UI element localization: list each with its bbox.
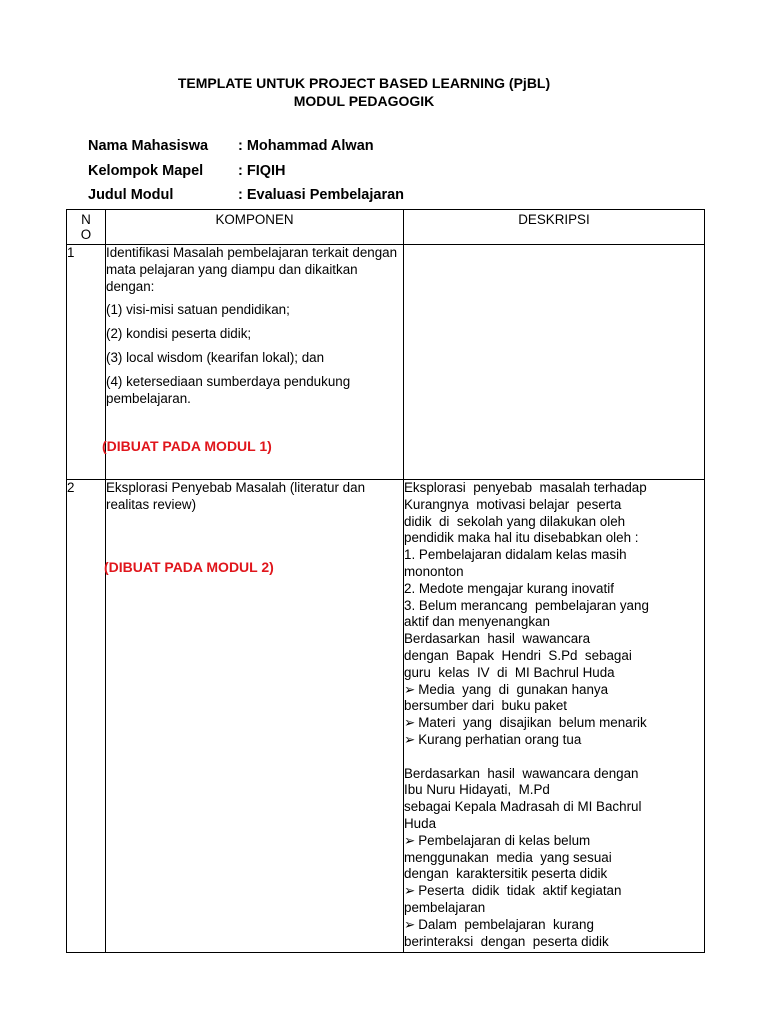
- table-row: [67, 480, 705, 953]
- description-line: Kurangnya motivasi belajar peserta: [404, 496, 622, 512]
- description-line: dengan karaktersitik peserta didik: [404, 866, 608, 882]
- description-line: menggunakan media yang sesuai: [404, 849, 612, 865]
- description-line: mononton: [404, 563, 464, 579]
- description-bullet: ➢ Pembelajaran di kelas belum: [404, 833, 704, 850]
- pjbl-table: [66, 209, 705, 953]
- description-line: Eksplorasi penyebab masalah terhadap: [404, 480, 647, 495]
- description-line: pembelajaran: [404, 899, 486, 915]
- document-title: TEMPLATE UNTUK PROJECT BASED LEARNING (PjBL): [177, 75, 551, 91]
- component-point: (2) kondisi peserta didik;: [106, 326, 252, 342]
- component-cell: [102, 245, 404, 480]
- description-bullet: ➢ Kurang perhatian orang tua: [404, 732, 704, 749]
- header-description: DESKRIPSI: [404, 210, 705, 245]
- subject-group-value: : FIQIH: [238, 163, 286, 179]
- student-name-label: Nama Mahasiswa: [88, 138, 209, 154]
- table-row: [67, 245, 705, 480]
- description-line: Huda: [404, 815, 437, 831]
- subject-group-row: [88, 163, 286, 179]
- description-cell: [404, 245, 705, 480]
- description-line: Berdasarkan hasil wawancara dengan: [404, 765, 639, 781]
- header-component: KOMPONEN: [106, 210, 404, 245]
- student-name-value: : Mohammad Alwan: [238, 138, 374, 154]
- module-note: (DIBUAT PADA MODUL 1): [102, 438, 272, 455]
- description-line: Berdasarkan hasil wawancara: [404, 631, 591, 647]
- description-line: 3. Belum merancang pembelajaran yang: [404, 597, 649, 613]
- student-name-row: [88, 138, 374, 154]
- component-point: (3) local wisdom (kearifan lokal); dan: [106, 349, 325, 365]
- description-line: aktif dan menyenangkan: [404, 614, 550, 630]
- description-cell: [404, 480, 705, 953]
- description-line: dengan Bapak Hendri S.Pd sebagai: [404, 647, 632, 663]
- component-point: (4) ketersediaan sumberdaya pendukung pembelajaran.: [106, 373, 351, 406]
- description-line: didik di sekolah yang dilakukan oleh: [404, 513, 626, 529]
- module-title-value: : Evaluasi Pembelajaran: [238, 187, 405, 203]
- row-number: 1: [67, 245, 106, 480]
- description-line: berinteraksi dengan peserta didik: [404, 933, 609, 949]
- description-line: 2. Medote mengajar kurang inovatif: [404, 580, 614, 596]
- description-bullet: ➢ Media yang di gunakan hanya: [404, 682, 704, 699]
- component-cell: [106, 480, 404, 953]
- description-bullet: ➢ Dalam pembelajaran kurang: [404, 917, 704, 934]
- module-title-label: Judul Modul: [88, 187, 174, 203]
- description-bullet: ➢ Peserta didik tidak aktif kegiatan: [404, 883, 704, 900]
- description-line: 1. Pembelajaran didalam kelas masih: [404, 547, 627, 563]
- document-subtitle: MODUL PEDAGOGIK: [293, 93, 435, 109]
- header-no-line-1: N: [81, 212, 91, 227]
- description-line: Ibu Nuru Hidayati, M.Pd: [404, 782, 550, 798]
- description-spacer: [404, 749, 704, 766]
- component-intro: Identifikasi Masalah pembelajaran terkait dengan mata pelajaran yang diampu dan dikaitkan dengan:: [106, 245, 398, 294]
- row-number: 2: [67, 480, 106, 953]
- header-no: [67, 210, 106, 245]
- component-intro: Eksplorasi Penyebab Masalah (literatur dan realitas review): [106, 480, 366, 512]
- header-no-line-2: O: [80, 227, 92, 242]
- module-note: (DIBUAT PADA MODUL 2): [104, 558, 274, 575]
- description-line: bersumber dari buku paket: [404, 698, 568, 714]
- subject-group-label: Kelompok Mapel: [88, 163, 204, 179]
- description-line: sebagai Kepala Madrasah di MI Bachrul: [404, 799, 642, 815]
- component-point: (1) visi-misi satuan pendidikan;: [106, 302, 290, 318]
- description-line: guru kelas IV di MI Bachrul Huda: [404, 664, 615, 680]
- description-bullet: ➢ Materi yang disajikan belum menarik: [404, 715, 704, 732]
- table-header-row: [67, 210, 705, 245]
- description-line: pendidik maka hal itu disebabkan oleh :: [404, 530, 639, 546]
- module-title-row: [88, 187, 404, 203]
